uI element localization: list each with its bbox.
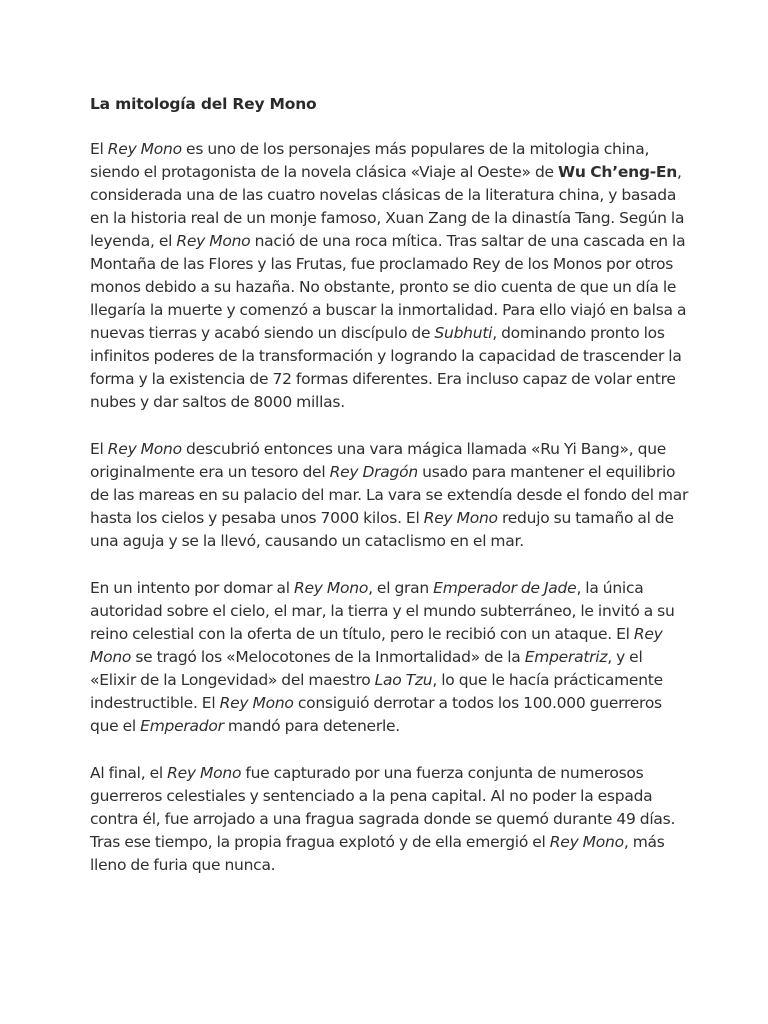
text-segment: , más lleno de furia que nunca. [90,833,665,874]
text-segment: se tragó los «Melocotones de la Inmortalidad» de la [131,648,525,666]
text-segment: , y el «Elixir de la Longevidad» del maestro [90,648,643,689]
text-segment: mandó para detenerle. [223,717,400,735]
text-segment: nació de una roca mítica. Tras saltar de una cascada en la Montaña de las Flores y las Frutas, fue proclamado Rey de los Monos por otros monos debido a su hazaña. No obstante, pronto se dio cuenta de que un día le llegaría la muerte y comenzó a buscar la inmortalidad. Para ello viajó en balsa a nuevas tierras y acabó siendo un discípulo de [90,232,687,342]
text-segment: fue capturado por una fuerza conjunta de numerosos guerreros celestiales y sentenciado a la pena capital. Al no poder la espada contra él, fue arrojado a una fragua sagrada donde se quemó durante 49 días. Tras ese tiempo, la propia fragua explotó y de ella emergió el [90,764,676,851]
text-segment: En un intento por domar al [90,579,294,597]
paragraph [90,762,690,877]
paragraph [90,577,690,738]
text-segment: El [90,140,108,158]
document-title: La mitología del Rey Mono [90,95,317,113]
text-segment: consiguió derrotar a todos los 100.000 guerreros que el [90,694,662,735]
italic-text: Rey Mono [423,509,498,527]
text-segment: es uno de los personajes más populares de la mitologia china, siendo el protagonista de la novela clásica «Viaje al Oeste» de [90,140,650,181]
italic-text: Emperador [140,717,224,735]
text-segment: El [90,440,108,458]
document-body [90,138,690,877]
italic-text: Rey Mono [219,694,294,712]
text-segment: usado para mantener el equilibrio de las mareas en su palacio del mar. La vara se extendía desde el fondo del mar hasta los cielos y pesaba unos 7000 kilos. El [90,463,689,527]
italic-text: Rey Mono [176,232,251,250]
text-segment: , el gran [368,579,434,597]
text-segment: , la única autoridad sobre el cielo, el mar, la tierra y el mundo subterráneo, le invitó a su reino celestial con la oferta de un título, pero le recibió con un ataque. El [90,579,675,643]
paragraph [90,138,690,414]
italic-text: Lao Tzu [374,671,433,689]
text-segment: descubrió entonces una vara mágica llamada «Ru Yi Bang», que originalmente era un tesoro del [90,440,667,481]
text-segment: , considerada una de las cuatro novelas clásicas de la literatura china, y basada en la historia real de un monje famoso, Xuan Zang de la dinastía Tang. Según la leyenda, el [90,163,685,250]
paragraph [90,438,690,553]
italic-text: Emperador de Jade [433,579,577,597]
italic-text: Subhuti [434,324,493,342]
italic-text: Emperatriz [524,648,608,666]
italic-text: Rey Mono [294,579,369,597]
italic-text: Rey Mono [107,440,182,458]
document-page [90,93,690,901]
italic-text: Rey Mono [107,140,182,158]
bold-text: Wu Ch’eng-En [558,163,678,181]
text-segment: , dominando pronto los infinitos poderes de la transformación y logrando la capacidad de trascender la forma y la existencia de 72 formas diferentes. Era incluso capaz de volar entre nubes y dar saltos de 8000 millas. [90,324,682,411]
italic-text: Rey Mono [549,833,624,851]
italic-text: Rey Mono [167,764,242,782]
text-segment: , lo que le hacía prácticamente indestructible. El [90,671,663,712]
italic-text: Rey Dragón [329,463,418,481]
text-segment: redujo su tamaño al de una aguja y se la llevó, causando un cataclismo en el mar. [90,509,674,550]
text-segment: Al final, el [90,764,168,782]
italic-text: Rey Mono [90,625,663,666]
